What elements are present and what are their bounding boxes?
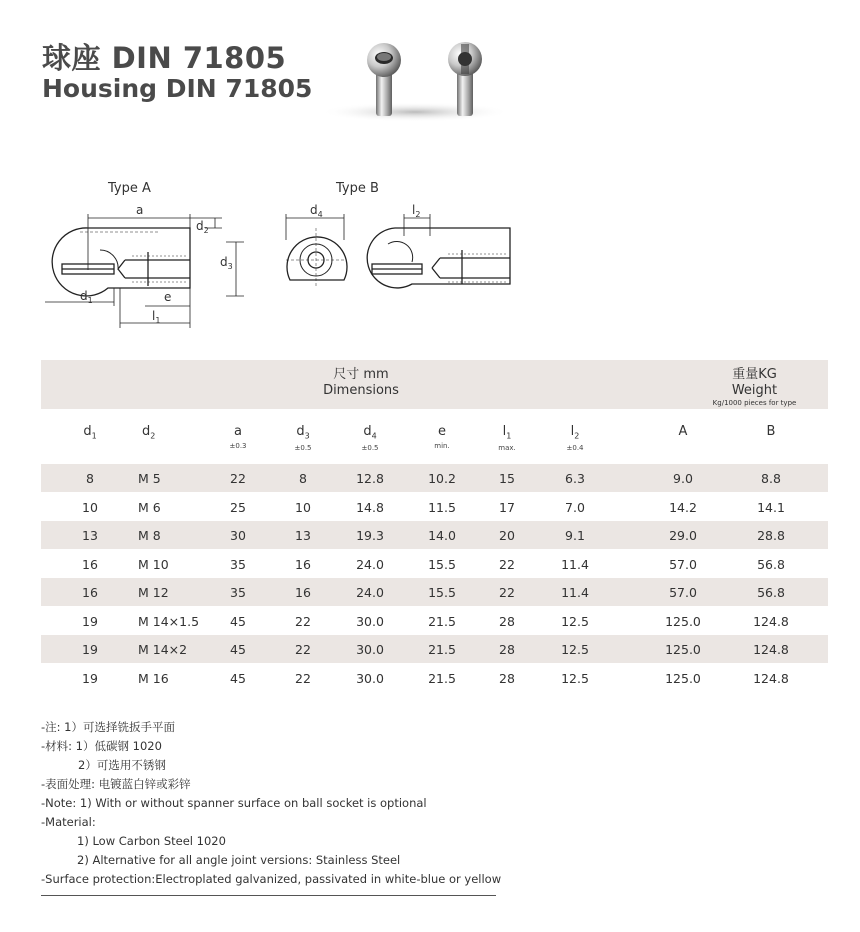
dim-d2: $d_2$ [196,219,209,235]
table-cell: 13 [82,528,98,543]
type-a-drawing [52,228,190,296]
table-cell: 9.1 [565,528,585,543]
table-row [41,550,828,578]
dim-d4: $d_4$ [310,203,323,219]
table-cell: 30.0 [356,642,384,657]
table-cell: 14.1 [757,499,785,515]
table-cell: 25 [230,499,246,515]
table-cell: 28 [499,642,515,657]
table-cell: 12.5 [561,642,589,657]
table-cell: 21.5 [428,613,456,629]
table-cell: 8 [86,471,94,486]
type-b-side-view [367,228,510,288]
table-cell: 10 [295,499,311,515]
table-cell: 124.8 [753,613,789,629]
table-cell: 22 [295,613,311,629]
table-cell: 17 [499,499,515,515]
note-line: -注: 1）可选择铣扳手平面 [41,720,175,734]
table-cell: 35 [230,556,246,572]
table-cell: 9.0 [673,471,693,486]
table-cell: 12.5 [561,613,589,629]
table-cell: 8 [299,471,307,486]
table-cell: 22 [230,471,246,486]
note-line: -Material: [41,815,96,829]
table-cell: 11.4 [561,585,589,600]
table-row [41,635,828,663]
dimensions-header-cn: 尺寸 mm [333,367,389,382]
table-cell: M 14×1.5 [138,613,200,629]
column-header: $l_1$ max. [498,424,516,452]
table-cell: M 16 [138,670,169,686]
page-title-en: Housing DIN 71805 [42,74,313,103]
type-b-end-view [286,228,347,288]
weight-header-note: Kg/1000 pieces for type [712,399,797,407]
table-cell: 11.4 [561,556,589,572]
table-cell: M 14×2 [138,642,188,657]
table-cell: 10 [82,499,98,515]
table-cell: 14.8 [356,499,384,515]
dimensions-header-en: Dimensions [323,383,399,398]
table-cell: 19 [82,670,98,686]
column-header: $d_3$ ±0.5 [294,424,312,452]
dim-l2: $l_2$ [412,203,421,219]
table-cell: 45 [230,613,246,629]
table-cell: 12.8 [356,471,384,486]
note-line: -Note: 1) With or without spanner surface on ball socket is optional [41,796,427,810]
dim-d1: $d_1$ [80,289,93,305]
table-cell: 16 [295,556,311,572]
table-cell: 45 [230,642,246,657]
table-cell: 19 [82,613,98,629]
type-a-label: Type A [108,181,151,196]
table-row [41,493,828,521]
column-header: $d_1$ [83,424,97,441]
table-cell: 28 [499,670,515,686]
table-cell: 21.5 [428,642,456,657]
table-cell: 24.0 [356,585,384,600]
table-cell: 28.8 [757,528,785,543]
table-cell: 16 [82,585,98,600]
dim-a: a [136,203,144,217]
note-line: -表面处理: 电镀蓝白锌或彩锌 [41,777,191,791]
table-row [41,521,828,549]
column-header: $d_2$ [142,424,156,441]
table-cell: 10.2 [428,471,456,486]
column-header: a ±0.3 [229,424,247,450]
table-cell: 29.0 [669,528,697,543]
table-cell: 14.0 [428,528,456,543]
table-cell: M 8 [138,528,161,543]
bottom-rule [41,895,496,896]
table-cell: 15 [499,471,515,486]
dim-l1: $l_1$ [152,309,161,325]
column-header: A [678,424,688,439]
dimensions-header [41,367,681,399]
table-cell: 125.0 [665,642,701,657]
page-title-cn: 球座 DIN 71805 [42,41,287,75]
table-cell: 7.0 [565,499,585,515]
table-cell: 56.8 [757,556,785,572]
note-line: -材料: 1）低碳钢 1020 [41,739,162,753]
table-cell: 20 [499,528,515,543]
table-cell: 22 [295,642,311,657]
note-line: 2）可选用不锈钢 [78,758,166,772]
note-line: 2) Alternative for all angle joint versions: Stainless Steel [77,853,401,867]
technical-drawings [0,170,560,340]
note-line: 1) Low Carbon Steel 1020 [77,834,226,848]
table-cell: 124.8 [753,670,789,686]
table-row [41,607,828,635]
table-cell: 6.3 [565,471,585,486]
table-cell: 30.0 [356,670,384,686]
table-cell: 8.8 [761,471,781,486]
table-cell: 19 [82,642,98,657]
table-row [41,664,828,692]
table-cell: 22 [499,585,515,600]
table-row [41,464,828,492]
table-cell: 22 [499,556,515,572]
table-cell: 16 [82,556,98,572]
table-cell: 16 [295,585,311,600]
table-cell: 57.0 [669,556,697,572]
table-cell: 125.0 [665,670,701,686]
weight-header-cn: 重量KG [732,367,777,382]
table-cell: 13 [295,528,311,543]
table-cell: 125.0 [665,613,701,629]
table-cell: 56.8 [757,585,785,600]
table-cell: M 5 [138,471,161,486]
table-header-band [41,360,828,409]
weight-header [681,367,828,408]
product-photo [315,38,515,124]
table-cell: M 6 [138,499,161,515]
notes [41,718,501,889]
table-cell: 15.5 [428,585,456,600]
table-cell: 45 [230,670,246,686]
table-cell: 124.8 [753,642,789,657]
column-header: $d_4$ ±0.5 [361,424,379,452]
weight-header-en: Weight [731,383,778,398]
table-cell: 28 [499,613,515,629]
dim-e: e [164,290,172,304]
table-cell: 24.0 [356,556,384,572]
table-cell: 15.5 [428,556,456,572]
column-header: e min. [434,424,450,450]
table-cell: M 10 [138,556,169,572]
table-cell: 14.2 [669,499,697,515]
column-header: $l_2$ ±0.4 [566,424,584,452]
table-cell: M 12 [138,585,169,600]
table-cell: 57.0 [669,585,697,600]
note-line: -Surface protection:Electroplated galvanized, passivated in white-blue or yellow [41,872,502,886]
dim-d3: $d_3$ [220,255,233,271]
table-cell: 19.3 [356,528,384,543]
table-cell: 11.5 [428,499,456,515]
column-header: B [766,424,776,439]
type-b-label: Type B [336,181,379,196]
table-cell: 35 [230,585,246,600]
table-cell: 30 [230,528,246,543]
table-row [41,578,828,606]
table-cell: 21.5 [428,670,456,686]
table-cell: 30.0 [356,613,384,629]
table-cell: 12.5 [561,670,589,686]
table-cell: 22 [295,670,311,686]
